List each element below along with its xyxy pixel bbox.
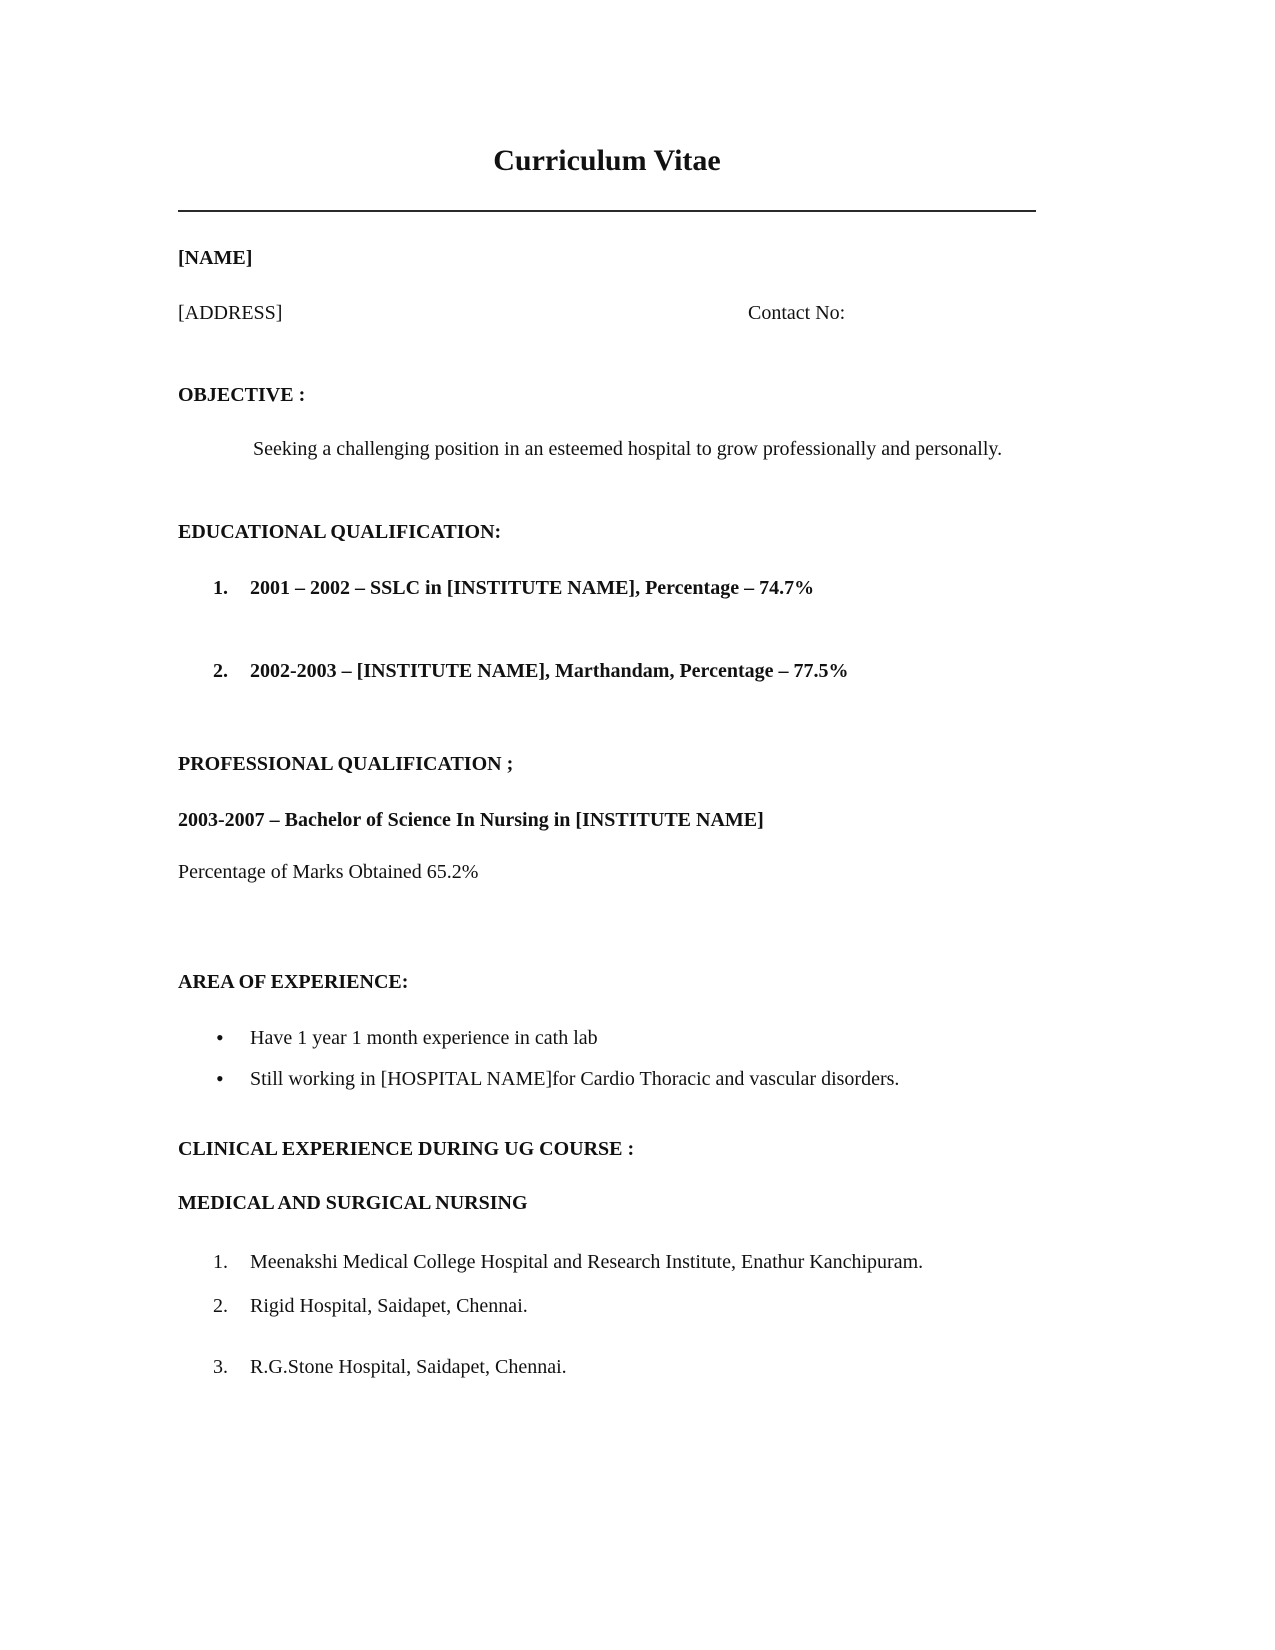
page-title: Curriculum Vitae (493, 144, 721, 177)
list-number: 2. (213, 1295, 228, 1317)
education-heading: EDUCATIONAL QUALIFICATION: (178, 521, 502, 543)
professional-marks: Percentage of Marks Obtained 65.2% (178, 861, 479, 883)
experience-item (178, 1026, 1036, 1050)
experience-item-text: Still working in [HOSPITAL NAME]for Cardio Thoracic and vascular disorders. (250, 1068, 900, 1090)
bullet-icon: • (216, 1066, 224, 1091)
experience-item-text: Have 1 year 1 month experience in cath lab (250, 1027, 598, 1049)
clinical-subheading: MEDICAL AND SURGICAL NURSING (178, 1192, 528, 1214)
clinical-item-text: R.G.Stone Hospital, Saidapet, Chennai. (250, 1356, 567, 1378)
clinical-item (178, 1247, 1036, 1277)
address-row (178, 301, 1036, 325)
clinical-item (178, 1352, 1036, 1382)
professional-heading: PROFESSIONAL QUALIFICATION ; (178, 753, 514, 775)
clinical-item-text: Meenakshi Medical College Hospital and Research Institute, Enathur Kanchipuram. (250, 1251, 924, 1273)
bullet-icon: • (216, 1025, 224, 1050)
list-number: 3. (213, 1356, 228, 1378)
education-item (178, 659, 1036, 683)
list-number: 1. (213, 1251, 228, 1273)
clinical-heading: CLINICAL EXPERIENCE DURING UG COURSE : (178, 1138, 635, 1160)
education-item-text: 2002-2003 – [INSTITUTE NAME], Marthandam, Percentage – 77.5% (250, 660, 849, 682)
cv-content (178, 0, 1036, 1382)
list-number: 2. (213, 660, 228, 682)
experience-item (178, 1067, 1036, 1091)
professional-degree: 2003-2007 – Bachelor of Science In Nursing in [INSTITUTE NAME] (178, 809, 764, 831)
clinical-item-text: Rigid Hospital, Saidapet, Chennai. (250, 1295, 528, 1317)
objective-text: Seeking a challenging position in an esteemed hospital to grow professionally and personally. (253, 438, 1003, 460)
list-number: 1. (213, 577, 228, 599)
clinical-item (178, 1291, 1036, 1321)
education-item-text: 2001 – 2002 – SSLC in [INSTITUTE NAME], Percentage – 74.7% (250, 577, 815, 599)
education-item (178, 576, 1036, 600)
title-divider (178, 210, 1036, 212)
contact-label: Contact No: (748, 302, 846, 324)
objective-heading: OBJECTIVE : (178, 384, 306, 406)
address-placeholder: [ADDRESS] (178, 302, 283, 324)
name-placeholder: [NAME] (178, 247, 253, 269)
experience-heading: AREA OF EXPERIENCE: (178, 971, 409, 993)
